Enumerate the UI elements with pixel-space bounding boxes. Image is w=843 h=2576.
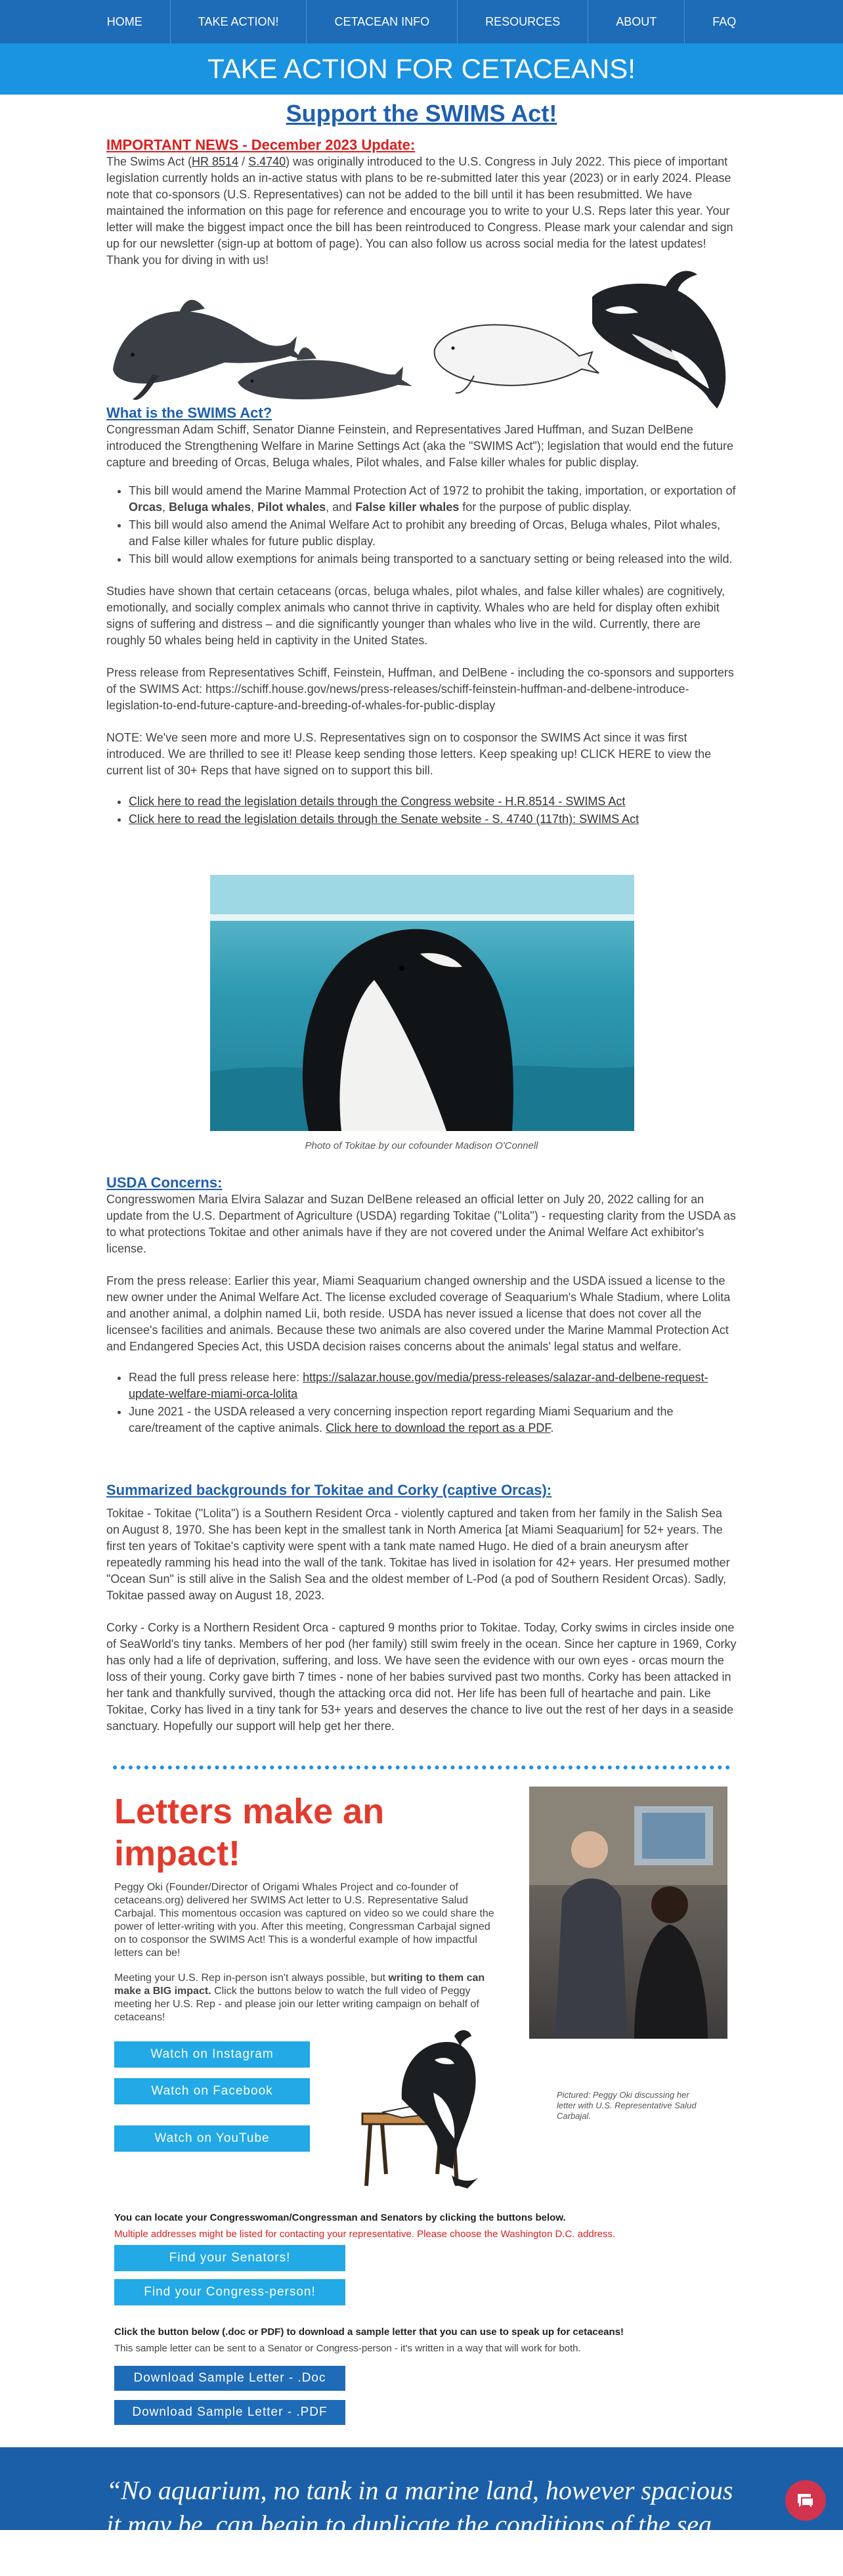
swims-bullet: • This bill would also amend the Animal Welfare Act to prohibit any breeding of Orcas, Beluga whales, Pilot whales, and False killer whales for future public display. xyxy=(129,517,737,550)
locate-instructions: You can locate your Congresswoman/Congressman and Senators by clicking the buttons below. xyxy=(114,2212,566,2223)
download-doc-button[interactable]: Download Sample Letter - .Doc xyxy=(114,2366,345,2391)
news-section xyxy=(106,100,737,269)
nav-about[interactable]: ABOUT xyxy=(588,0,685,43)
swims-intro: Congressman Adam Schiff, Senator Dianne Feinstein, and Representatives Jared Huffman, and Suzan DelBene introduced the Strengthening Welfare in Marine Settings Act (aka the "SWIMS Act"); legislation that would end the future capture and breeding of Orcas, Beluga whales, Pilot whales, and False killer whales for public display. xyxy=(106,423,733,469)
backgrounds-heading: Summarized backgrounds for Tokitae and Corky (captive Orcas): xyxy=(106,1482,552,1498)
top-nav xyxy=(0,0,843,43)
download-section xyxy=(114,2324,731,2357)
download-instructions: Click the button below (.doc or PDF) to download a sample letter that you can use to speak up for cetaceans! xyxy=(114,2326,624,2338)
locate-address-note: Multiple addresses might be listed for contacting your representative. Please choose the Washington D.C. address. xyxy=(114,2229,616,2240)
swims-heading: What is the SWIMS Act? xyxy=(106,405,272,421)
nav-resources[interactable]: RESOURCES xyxy=(458,0,588,43)
usda-paragraph-1: Congresswomen Maria Elvira Salazar and Suzan DelBene released an official letter on July 20, 2022 calling for an update from the U.S. Department of Agriculture (USDA) regarding Tokitae ("Lolita") - requesting clarity from the USDA as to what protections Tokitae and other animals have if they are not covered under the Animal Welfare Act exhibitor's license. xyxy=(106,1193,736,1255)
download-pdf-button[interactable]: Download Sample Letter - .PDF xyxy=(114,2400,345,2425)
swims-section xyxy=(106,405,737,829)
watch-youtube-button[interactable]: Watch on YouTube xyxy=(114,2125,310,2152)
studies-paragraph: Studies have shown that certain cetaceans (orcas, beluga whales, pilot whales, and false killer whales) are cognitively, emotionally, and socially complex animals who cannot thrive in captivity. Whales who are held for display often exhibit signs of suffering and distress – and die significantly younger than whales who live in the wild. Currently, there are roughly 50 whales being held in captivity in the United States. xyxy=(106,585,725,647)
orca-writing-cartoon xyxy=(356,2033,481,2188)
orca-illustration xyxy=(592,271,725,409)
page-title: Support the SWIMS Act! xyxy=(286,100,557,127)
chat-icon xyxy=(795,2490,816,2511)
nav-faq[interactable]: FAQ xyxy=(712,14,737,28)
note-paragraph: NOTE: We've seen more and more U.S. Representatives sign on to cosponsor the SWIMS Act since it was first introduced. We are thrilled to see it! Please keep sending those letters. Keep speaking up! CLICK HERE to view the current list of 30+ Reps that have signed on to support this bill. xyxy=(106,731,712,777)
meeting-photo-caption: Pictured: Peggy Oki discussing her letter with U.S. Representative Salud Carbajal. xyxy=(557,2090,697,2121)
usda-report-pdf-link[interactable]: Click here to download the report as a PDF xyxy=(326,1421,551,1434)
quote-band xyxy=(0,2447,843,2573)
find-congressperson-button[interactable]: Find your Congress-person! xyxy=(114,2279,345,2305)
swims-bullet: • This bill would amend the Marine Mammal Protection Act of 1972 to prohibit the taking, importation, or exportation of Orcas, Beluga whales, Pilot whales, and False killer whales for the purpose of public display. xyxy=(129,483,737,516)
watch-instagram-button[interactable]: Watch on Instagram xyxy=(114,2041,310,2068)
news-paragraph: The Swims Act (HR 8514 / S.4740) was originally introduced to the U.S. Congress in July 2022. This piece of important legislation currently holds an in-active status with plans to be re-submitted later this year (2023) or in early 2024. Please note that co-sponsors (U.S. Representatives) can not be added to the bill until it has been resubmitted. We have maintained the information on this page for reference and encourage you to write to your U.S. Reps later this year. Your letter will make the biggest impact once the bill has been reintroduced to Congress. Please mark your calendar and sign up for our newsletter (sign-up at bottom of page). You can also follow us across social media for the latest updates! Thank you for diving in with us! xyxy=(106,155,733,267)
s4740-link[interactable]: S.4740 xyxy=(248,155,286,168)
page-banner xyxy=(0,43,843,95)
swims-bullets xyxy=(106,483,737,567)
letters-text xyxy=(114,1881,495,2024)
nav-home[interactable]: HOME xyxy=(79,0,171,43)
beluga-illustration xyxy=(435,325,599,393)
hr8514-link[interactable]: HR 8514 xyxy=(192,155,239,168)
letters-paragraph-2: Meeting your U.S. Rep in-person isn't always possible, but writing to them can make a BIG impact. Click the buttons below to watch the full video of Peggy meeting her U.S. Rep - and please join our letter writing campaign on behalf of cetaceans! xyxy=(114,1972,485,2023)
list-item: • June 2021 - the USDA released a very concerning inspection report regarding Miami Sequarium and the care/treament of the captive animals. Click here to download the report as a PDF. xyxy=(129,1404,737,1436)
banner-title: TAKE ACTION FOR CETACEANS! xyxy=(207,53,636,84)
download-note: This sample letter can be sent to a Senator or Congress-person - it's written in a way that will work for both. xyxy=(114,2343,581,2354)
letters-paragraph-1: Peggy Oki (Founder/Director of Origami Whales Project and co-founder of cetaceans.org) delivered her SWIMS Act letter to U.S. Representative Salud Carbajal. This momentous occasion was captured on video so we could share the power of letter-writing with you. After this meeting, Congressman Carbajal signed on to cosponsor the SWIMS Act! This is a wonderful example of how impactful letters can be! xyxy=(114,1882,494,1959)
swims-bullet: • This bill would allow exemptions for animals being transported to a sanctuary setting or being released into the wild. xyxy=(129,551,737,567)
list-item: • Read the full press release here: https://salazar.house.gov/media/press-releases/salazar-and-delbene-request-update-welfare-miami-orca-lolita xyxy=(129,1369,737,1402)
tokitae-paragraph: Tokitae - Tokitae ("Lolita") is a Southern Resident Orca - violently captured and taken from her family in the Salish Sea on August 8, 1970. She has been kept in the smallest tank in North America [at Miami Seaquarium] for 52+ years. The first ten years of Tokitae's captivity were spent with a tank mate named Hugo. He died of a brain aneurysm after repeatedly ramming his head into the wall of the tank. Tokitae has lived in isolation for 42+ years. Her presumed mother "Ocean Sun" is still alive in the Salish Sea and the oldest member of L-Pod (a pod of Southern Resident Orcas). Sadly, Tokitae passed away on August 18, 2023. xyxy=(106,1507,730,1602)
legislation-links xyxy=(106,793,737,828)
letters-title: Letters make an impact! xyxy=(114,1792,385,1873)
peggy-carbajal-photo xyxy=(529,1787,727,2039)
usda-paragraph-2: From the press release: Earlier this year, Miami Seaquarium changed ownership and the USDA issued a license to the new owner under the Animal Welfare Act. The license excluded coverage of Seaquarium's Whale Stadium, where Lolita and another animal, a dolphin named Lii, both reside. USDA has never issued a license that does not cover all the licensee's facilities and animals. Because these two animals are also covered under the Marine Mammal Protection Act and Endangered Species Act, this USDA decision raises concerns about the animals' legal status and welfare. xyxy=(106,1274,731,1353)
locate-reps-section xyxy=(114,2210,731,2242)
backgrounds-section xyxy=(106,1482,737,1735)
meeting-photo-art xyxy=(529,1787,727,2039)
find-senators-button[interactable]: Find your Senators! xyxy=(114,2245,345,2271)
whales-illustration xyxy=(106,271,737,414)
salazar-press-link[interactable]: https://salazar.house.gov/media/press-releases/salazar-and-delbene-request-update-welfare-miami-orca-lolita xyxy=(129,1371,708,1400)
usda-section xyxy=(106,1174,737,1438)
senate-legislation-link[interactable]: Click here to read the legislation details through the Senate website - S. 4740 (117th): SWIMS Act xyxy=(129,812,639,826)
tokitae-photo-caption: Photo of Tokitae by our cofounder Madison O'Connell xyxy=(305,1140,538,1151)
tokitae-photo-art xyxy=(210,875,634,1131)
nav-take-action[interactable]: TAKE ACTION! xyxy=(171,0,307,43)
corky-paragraph: Corky - Corky is a Northern Resident Orca - captured 9 months prior to Tokitae. Today, Corky swims in circles inside one of SeaWorld's tiny tanks. Members of her pod (her family) still swim freely in the ocean. Since her capture in 1969, Corky has only had a life of deprivation, suffering, and loss. We have seen the evidence with our own eyes - orcas mourn the loss of their young. Corky gave birth 7 times - none of her babies survived past two months. Corky has been attacked in her tank and thankfully survived, though the attacking orca did not. Her life has been full of heartache and pain. Like Tokitae, Corky has lived in a tiny tank for 53+ years and deserves the chance to live out the rest of her days in a seaside sanctuary. Hopefully our support will help get her there. xyxy=(106,1621,737,1733)
dotted-divider xyxy=(113,1765,730,1769)
nav-cetacean-info[interactable]: CETACEAN INFO xyxy=(307,0,458,43)
house-legislation-link[interactable]: Click here to read the legislation details through the Congress website - H.R.8514 - SWIMS Act xyxy=(129,795,626,808)
list-item xyxy=(129,811,737,828)
press-paragraph: Press release from Representatives Schiff, Feinstein, Huffman, and DelBene - including the co-sponsors and supporters of the SWIMS Act: https://schiff.house.gov/news/press-releases/schiff-feinstein-huffman-and-delbene-introduce-legislation-to-end-future-capture-and-breeding-of-whales-for-public-display xyxy=(106,666,734,712)
news-heading: IMPORTANT NEWS - December 2023 Update: xyxy=(106,137,416,153)
chat-button[interactable] xyxy=(785,2480,826,2521)
list-item xyxy=(129,793,737,810)
cousteau-quote: “No aquarium, no tank in a marine land, however spacious it may be, can begin to duplicate the conditions of the sea. And xyxy=(106,2476,733,2573)
tokitae-photo xyxy=(210,875,634,1131)
usda-heading: USDA Concerns: xyxy=(106,1174,223,1191)
usda-bullets xyxy=(106,1369,737,1436)
watch-facebook-button[interactable]: Watch on Facebook xyxy=(114,2078,310,2104)
